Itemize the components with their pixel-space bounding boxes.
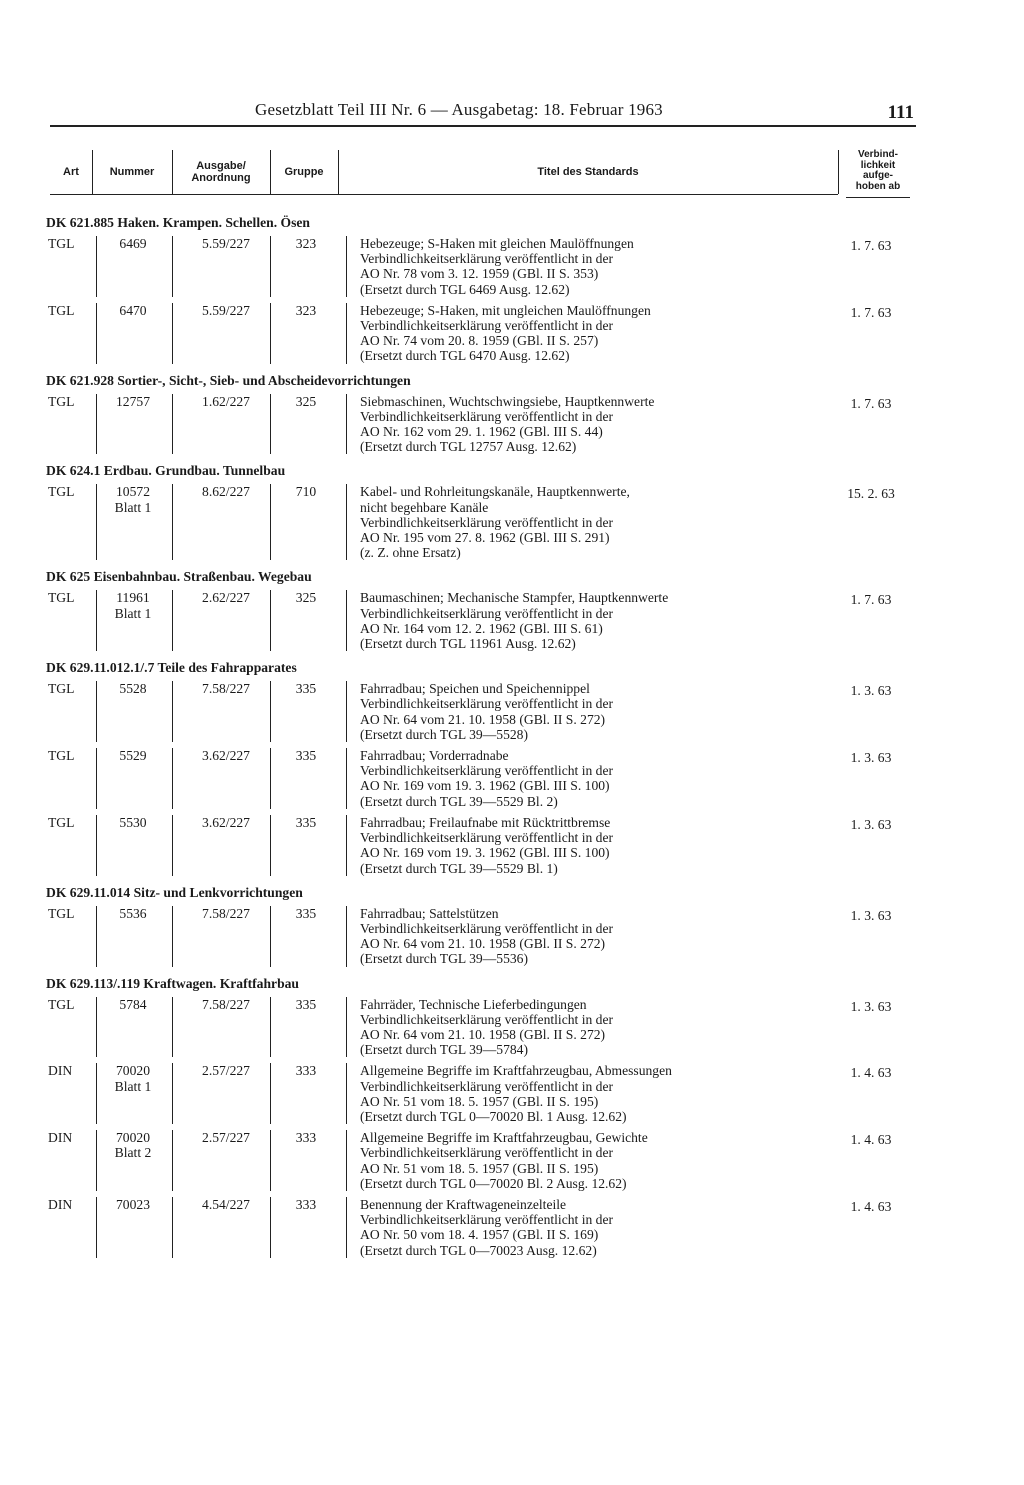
column-rule — [96, 394, 97, 455]
entry-titel-line: AO Nr. 78 vom 3. 12. 1959 (GBl. II S. 353) — [360, 266, 599, 282]
entry-nummer — [98, 303, 168, 318]
section-block — [46, 566, 916, 651]
entry-art: DIN — [48, 1063, 73, 1079]
entry-verbindlichkeit-date: 1. 3. 63 — [850, 907, 892, 923]
entry-nummer — [98, 748, 168, 763]
entry-titel-line: (Ersetzt durch TGL 0—70020 Bl. 2 Ausg. 12.62) — [360, 1175, 627, 1191]
entry-titel — [360, 394, 800, 455]
entry-titel — [360, 748, 800, 809]
section-block — [46, 973, 916, 1258]
entry-titel — [360, 815, 800, 876]
entry-titel-line: Verbindlichkeitserklärung veröffentlicht in der — [360, 1145, 614, 1161]
entry-gruppe: 335 — [295, 681, 317, 697]
col-titel: Titel des Standards — [537, 166, 639, 178]
column-rule — [172, 1130, 173, 1191]
entry-ausgabe: 1.62/227 — [202, 393, 250, 409]
entry-titel-line: Verbindlichkeitserklärung veröffentlicht in der — [360, 408, 614, 424]
entry-nummer-value: 11961 — [116, 590, 150, 606]
entry-gruppe: 710 — [295, 484, 317, 500]
entry-nummer — [98, 1197, 168, 1212]
entry-titel-line: Fahrräder, Technische Lieferbedingungen — [360, 996, 587, 1012]
entry-nummer-value: 10572 — [116, 484, 150, 500]
entry-verbindlichkeit-date: 15. 2. 63 — [847, 486, 895, 502]
standards-list — [46, 212, 916, 1264]
entry-titel-line: (Ersetzt durch TGL 0—70020 Bl. 1 Ausg. 12.62) — [360, 1108, 627, 1124]
column-rule — [172, 1197, 173, 1258]
entry-titel-line: Verbindlichkeitserklärung veröffentlicht in der — [360, 1011, 614, 1027]
entry-nummer — [98, 815, 168, 830]
entry-titel — [360, 997, 800, 1058]
column-rule — [346, 681, 347, 742]
entry-titel — [360, 236, 800, 297]
entry-titel-line: Verbindlichkeitserklärung veröffentlicht in der — [360, 920, 614, 936]
col-nummer: Nummer — [109, 166, 155, 178]
entry-titel-line: Allgemeine Begriffe im Kraftfahrzeugbau, Gewichte — [360, 1130, 648, 1146]
entry-titel — [360, 1063, 800, 1124]
column-rule — [96, 997, 97, 1058]
column-rule — [96, 681, 97, 742]
entry-verbindlichkeit-date: 1. 4. 63 — [850, 1132, 892, 1148]
entry-titel-line: AO Nr. 74 vom 20. 8. 1959 (GBl. II S. 257) — [360, 333, 599, 349]
entry-verbindlichkeit-date: 1. 4. 63 — [850, 1198, 892, 1214]
column-rule — [96, 303, 97, 364]
entry-titel — [360, 906, 800, 967]
entry-nummer — [98, 906, 168, 921]
entry-art: DIN — [48, 1130, 73, 1146]
column-rule — [172, 906, 173, 967]
entry-titel-line: (Ersetzt durch TGL 6470 Ausg. 12.62) — [360, 348, 570, 364]
entry-art: TGL — [48, 393, 75, 409]
entry-ausgabe: 5.59/227 — [202, 302, 250, 318]
entry-blatt: Blatt 2 — [114, 1145, 152, 1161]
col-verbindlichkeit-line4: hoben ab — [855, 180, 901, 192]
section-title: DK 629.11.014 Sitz- und Lenkvorrichtungen — [46, 884, 303, 900]
column-rule — [346, 590, 347, 651]
entry-titel-line: (z. Z. ohne Ersatz) — [360, 545, 461, 561]
entry-titel-line: AO Nr. 64 vom 21. 10. 1958 (GBl. II S. 272) — [360, 1026, 606, 1042]
entry-nummer — [98, 681, 168, 696]
section-title: DK 629.11.012.1/.7 Teile des Fahrapparates — [46, 660, 297, 676]
entry-nummer-value: 6469 — [119, 236, 147, 251]
entry-titel-line: (Ersetzt durch TGL 0—70023 Ausg. 12.62) — [360, 1242, 597, 1258]
entry-titel-line: (Ersetzt durch TGL 11961 Ausg. 12.62) — [360, 636, 576, 652]
column-rule — [270, 236, 271, 297]
entry-ausgabe: 2.57/227 — [202, 1130, 250, 1146]
entry-nummer-value: 5528 — [119, 681, 147, 697]
entry-nummer-value: 5784 — [119, 996, 147, 1012]
entry-nummer-value: 5530 — [119, 814, 147, 830]
column-rule — [346, 1130, 347, 1191]
column-rule — [346, 303, 347, 364]
entry-titel-line: Siebmaschinen, Wuchtschwingsiebe, Hauptkennwerte — [360, 393, 655, 409]
standard-entry — [46, 815, 916, 876]
entry-titel-line: Verbindlichkeitserklärung veröffentlicht in der — [360, 830, 614, 846]
column-rule — [270, 1063, 271, 1124]
entry-blatt: Blatt 1 — [114, 499, 152, 515]
column-rule — [270, 484, 271, 560]
col-ausgabe-line1: Ausgabe/ — [196, 160, 246, 172]
entry-ausgabe: 8.62/227 — [202, 484, 250, 500]
entry-titel — [360, 590, 800, 651]
entry-titel-line: Kabel- und Rohrleitungskanäle, Hauptkennwerte, — [360, 484, 630, 500]
entry-gruppe: 335 — [295, 814, 317, 830]
entry-art: DIN — [48, 1196, 73, 1212]
col-gruppe: Gruppe — [284, 166, 324, 178]
standard-entry — [46, 681, 916, 742]
entry-titel-line: Allgemeine Begriffe im Kraftfahrzeugbau, Abmessungen — [360, 1063, 672, 1079]
column-rule — [96, 484, 97, 560]
header-title: Gesetzblatt Teil III Nr. 6 — Ausgabetag: 18. Februar 1963 — [255, 100, 663, 119]
entry-verbindlichkeit-date: 1. 7. 63 — [850, 304, 892, 320]
entry-titel-line: (Ersetzt durch TGL 39—5784) — [360, 1042, 528, 1058]
column-rule — [96, 590, 97, 651]
column-headers — [50, 150, 916, 200]
standard-entry — [46, 1130, 916, 1191]
entry-verbindlichkeit-date: 1. 7. 63 — [850, 395, 892, 411]
entry-nummer-value: 5529 — [119, 748, 147, 764]
entry-titel-line: AO Nr. 64 vom 21. 10. 1958 (GBl. II S. 272) — [360, 936, 606, 952]
entry-ausgabe: 5.59/227 — [202, 236, 250, 251]
section-block — [46, 882, 916, 967]
standard-entry — [46, 303, 916, 364]
column-rule — [172, 303, 173, 364]
entry-titel-line: Verbindlichkeitserklärung veröffentlicht in der — [360, 251, 614, 267]
entry-blatt: Blatt 1 — [114, 1078, 152, 1094]
standard-entry — [46, 394, 916, 455]
entry-titel-line: AO Nr. 64 vom 21. 10. 1958 (GBl. II S. 272) — [360, 711, 606, 727]
entry-gruppe: 325 — [295, 590, 317, 606]
column-rule — [96, 1130, 97, 1191]
column-rule — [172, 236, 173, 297]
entry-ausgabe: 7.58/227 — [202, 905, 250, 921]
column-rule — [172, 815, 173, 876]
standard-entry — [46, 997, 916, 1058]
entry-art: TGL — [48, 302, 75, 318]
standard-entry — [46, 590, 916, 651]
standard-entry — [46, 1063, 916, 1124]
column-rule — [270, 681, 271, 742]
section-block — [46, 657, 916, 875]
entry-nummer — [98, 236, 168, 251]
column-rule — [96, 1197, 97, 1258]
entry-ausgabe: 4.54/227 — [202, 1196, 250, 1212]
column-rule — [270, 906, 271, 967]
section-block — [46, 212, 916, 364]
entry-nummer-value: 5536 — [119, 905, 147, 921]
column-rule — [172, 1063, 173, 1124]
column-rule — [172, 748, 173, 809]
entry-titel — [360, 681, 800, 742]
column-rule — [172, 590, 173, 651]
entry-ausgabe: 2.62/227 — [202, 590, 250, 606]
entry-titel-line: Baumaschinen; Mechanische Stampfer, Hauptkennwerte — [360, 590, 669, 606]
entry-nummer — [98, 1063, 168, 1093]
entry-nummer — [98, 590, 168, 620]
entry-verbindlichkeit-date: 1. 3. 63 — [850, 816, 892, 832]
entry-nummer-value: 70020 — [116, 1063, 150, 1079]
section-block — [46, 370, 916, 455]
header-rule — [50, 125, 916, 127]
column-rule — [346, 1063, 347, 1124]
column-rule — [346, 394, 347, 455]
entry-titel-line: AO Nr. 51 vom 18. 5. 1957 (GBl. II S. 195) — [360, 1160, 599, 1176]
section-title: DK 629.113/.119 Kraftwagen. Kraftfahrbau — [46, 975, 299, 991]
entry-titel-line: (Ersetzt durch TGL 39—5529 Bl. 2) — [360, 793, 558, 809]
entry-gruppe: 335 — [295, 748, 317, 764]
entry-titel-line: Benennung der Kraftwageneinzelteile — [360, 1196, 567, 1212]
entry-gruppe: 323 — [295, 236, 317, 251]
page-header — [50, 100, 916, 124]
section-title: DK 621.928 Sortier-, Sicht-, Sieb- und Abscheidevorrichtungen — [46, 372, 411, 388]
entry-verbindlichkeit-date: 1. 4. 63 — [850, 1065, 892, 1081]
column-rule — [270, 1197, 271, 1258]
entry-verbindlichkeit-date: 1. 3. 63 — [850, 750, 892, 766]
column-rule — [96, 906, 97, 967]
standard-entry — [46, 906, 916, 967]
entry-art: TGL — [48, 905, 75, 921]
page-number: 111 — [887, 102, 914, 123]
column-rule — [346, 815, 347, 876]
entry-titel-line: Hebezeuge; S-Haken, mit ungleichen Maulöffnungen — [360, 302, 651, 318]
section-title: DK 625 Eisenbahnbau. Straßenbau. Wegebau — [46, 569, 312, 585]
col-ausgabe-line2: Anordnung — [191, 172, 251, 184]
entry-titel-line: (Ersetzt durch TGL 39—5536) — [360, 951, 528, 967]
col-verbindlichkeit-line1: Verbind- — [857, 149, 898, 160]
entry-verbindlichkeit-date: 1. 7. 63 — [850, 238, 892, 253]
entry-titel — [360, 303, 800, 364]
entry-titel-line: AO Nr. 169 vom 19. 3. 1962 (GBl. III S. 100) — [360, 845, 610, 861]
column-rule — [172, 484, 173, 560]
column-rule — [270, 997, 271, 1058]
entry-gruppe: 333 — [295, 1130, 317, 1146]
entry-titel — [360, 484, 800, 560]
entry-blatt: Blatt 1 — [114, 605, 152, 621]
entry-titel-line: Fahrradbau; Freilaufnabe mit Rücktrittbremse — [360, 814, 611, 830]
entry-titel — [360, 1197, 800, 1258]
entry-nummer-value: 70023 — [116, 1196, 150, 1212]
entry-gruppe: 335 — [295, 905, 317, 921]
column-rule — [346, 236, 347, 297]
standard-entry — [46, 1197, 916, 1258]
column-rule — [346, 748, 347, 809]
entry-titel — [360, 1130, 800, 1191]
entry-verbindlichkeit-date: 1. 3. 63 — [850, 683, 892, 699]
entry-nummer — [98, 484, 168, 514]
entry-gruppe: 335 — [295, 996, 317, 1012]
entry-ausgabe: 2.57/227 — [202, 1063, 250, 1079]
entry-art: TGL — [48, 814, 75, 830]
column-rule — [270, 394, 271, 455]
column-rule — [96, 236, 97, 297]
entry-titel-line: Verbindlichkeitserklärung veröffentlicht in der — [360, 696, 614, 712]
entry-ausgabe: 3.62/227 — [202, 814, 250, 830]
entry-verbindlichkeit-date: 1. 3. 63 — [850, 998, 892, 1014]
entry-titel-line: Fahrradbau; Speichen und Speichennippel — [360, 681, 590, 697]
section-block — [46, 460, 916, 560]
entry-art: TGL — [48, 236, 75, 251]
column-rule — [270, 815, 271, 876]
entry-titel-line: Verbindlichkeitserklärung veröffentlicht in der — [360, 318, 614, 334]
column-rule — [346, 1197, 347, 1258]
entry-titel-line: (Ersetzt durch TGL 39—5529 Bl. 1) — [360, 860, 558, 876]
col-ausgabe — [172, 150, 270, 194]
standard-entry — [46, 484, 916, 560]
standard-entry — [46, 236, 916, 297]
entry-art: TGL — [48, 681, 75, 697]
entry-titel-line: Fahrradbau; Sattelstützen — [360, 905, 499, 921]
column-rule — [346, 906, 347, 967]
entry-titel-line: AO Nr. 169 vom 19. 3. 1962 (GBl. III S. 100) — [360, 778, 610, 794]
entry-nummer-value: 6470 — [119, 302, 147, 318]
entry-titel-line: (Ersetzt durch TGL 39—5528) — [360, 726, 528, 742]
entry-titel-line: nicht begehbare Kanäle — [360, 499, 489, 515]
column-rule — [172, 997, 173, 1058]
entry-art: TGL — [48, 996, 75, 1012]
entry-art: TGL — [48, 590, 75, 606]
column-rule — [270, 590, 271, 651]
entry-titel-line: (Ersetzt durch TGL 6469 Ausg. 12.62) — [360, 281, 570, 297]
entry-titel-line: AO Nr. 162 vom 29. 1. 1962 (GBl. III S. 44) — [360, 424, 603, 440]
entry-titel-line: Verbindlichkeitserklärung veröffentlicht in der — [360, 763, 614, 779]
entry-titel-line: Verbindlichkeitserklärung veröffentlicht in der — [360, 1212, 614, 1228]
section-title: DK 624.1 Erdbau. Grundbau. Tunnelbau — [46, 463, 286, 479]
column-rule — [346, 484, 347, 560]
column-header-rule — [50, 194, 838, 195]
entry-nummer-value: 70020 — [116, 1130, 150, 1146]
entry-gruppe: 333 — [295, 1063, 317, 1079]
entry-titel-line: (Ersetzt durch TGL 12757 Ausg. 12.62) — [360, 439, 577, 455]
section-title: DK 621.885 Haken. Krampen. Schellen. Ösen — [46, 215, 310, 230]
entry-titel-line: Verbindlichkeitserklärung veröffentlicht in der — [360, 514, 614, 530]
column-rule — [270, 303, 271, 364]
entry-gruppe: 323 — [295, 302, 317, 318]
column-rule — [270, 748, 271, 809]
standard-entry — [46, 748, 916, 809]
entry-ausgabe: 3.62/227 — [202, 748, 250, 764]
entry-ausgabe: 7.58/227 — [202, 996, 250, 1012]
entry-art: TGL — [48, 484, 75, 500]
column-rule — [96, 748, 97, 809]
entry-titel-line: AO Nr. 195 vom 27. 8. 1962 (GBl. III S. 291) — [360, 530, 610, 546]
entry-nummer — [98, 1130, 168, 1160]
entry-titel-line: AO Nr. 164 vom 12. 2. 1962 (GBl. III S. 61) — [360, 620, 603, 636]
entry-titel-line: Hebezeuge; S-Haken mit gleichen Maulöffnungen — [360, 236, 634, 251]
col-verbindlichkeit-line3: aufge- — [863, 170, 893, 181]
column-rule — [172, 681, 173, 742]
entry-verbindlichkeit-date: 1. 7. 63 — [850, 592, 892, 608]
column-rule — [96, 815, 97, 876]
entry-titel-line: AO Nr. 51 vom 18. 5. 1957 (GBl. II S. 195) — [360, 1093, 599, 1109]
column-rule — [96, 1063, 97, 1124]
entry-nummer — [98, 997, 168, 1012]
entry-gruppe: 333 — [295, 1196, 317, 1212]
col-divider — [838, 150, 839, 194]
column-rule — [346, 997, 347, 1058]
entry-titel-line: Fahrradbau; Vorderradnabe — [360, 748, 509, 764]
column-rule — [270, 1130, 271, 1191]
entry-nummer — [98, 394, 168, 409]
col-art: Art — [63, 166, 79, 178]
entry-gruppe: 325 — [295, 393, 317, 409]
entry-nummer-value: 12757 — [116, 393, 150, 409]
col-verbindlichkeit — [846, 150, 910, 198]
entry-titel-line: Verbindlichkeitserklärung veröffentlicht in der — [360, 605, 614, 621]
entry-titel-line: Verbindlichkeitserklärung veröffentlicht in der — [360, 1078, 614, 1094]
entry-ausgabe: 7.58/227 — [202, 681, 250, 697]
entry-art: TGL — [48, 748, 75, 764]
entry-titel-line: AO Nr. 50 vom 18. 4. 1957 (GBl. II S. 169) — [360, 1227, 599, 1243]
column-rule — [172, 394, 173, 455]
col-verbindlichkeit-line2: lichkeit — [860, 159, 896, 171]
